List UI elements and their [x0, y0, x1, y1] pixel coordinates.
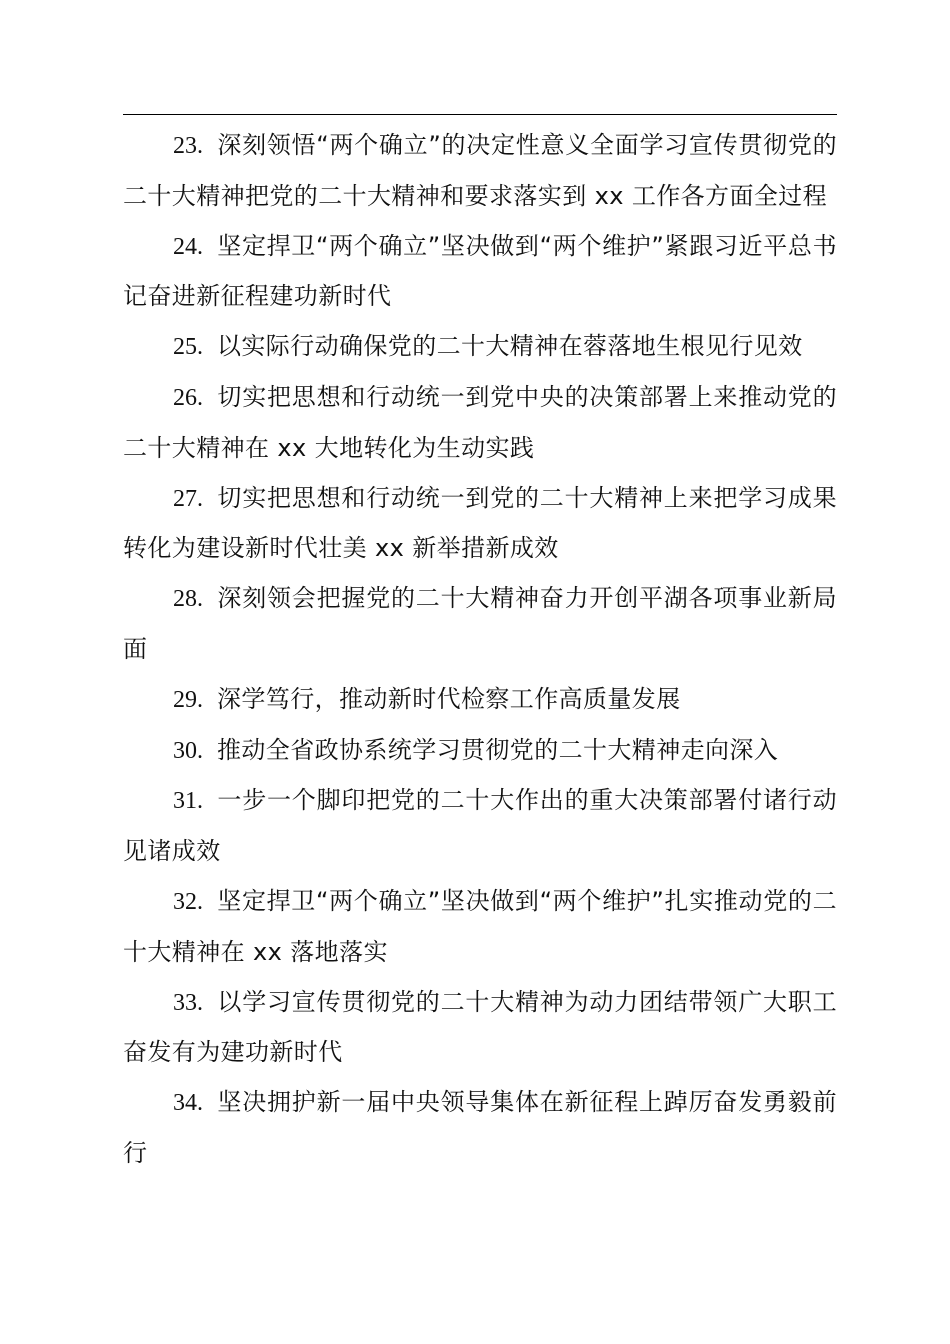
item-text: 坚决拥护新一届中央领导集体在新征程上踔厉奋发勇毅前行 — [123, 1088, 837, 1167]
list-item — [123, 675, 837, 726]
list-item — [123, 1078, 837, 1179]
item-text: 深刻领悟“两个确立”的决定性意义全面学习宣传贯彻党的二十大精神把党的二十大精神和要求落实到 xx 工作各方面全过程 — [123, 131, 837, 210]
item-number: 25. — [173, 334, 203, 361]
item-number: 32. — [173, 888, 203, 915]
item-text: 坚定捍卫“两个确立”坚决做到“两个维护”紧跟习近平总书记奋进新征程建功新时代 — [123, 231, 837, 311]
list-item — [123, 373, 837, 474]
list-item — [123, 877, 837, 978]
list-item — [123, 574, 837, 675]
item-number: 27. — [173, 485, 203, 512]
numbered-list — [123, 121, 837, 1179]
item-number: 31. — [173, 788, 203, 815]
item-text: 深刻领会把握党的二十大精神奋力开创平湖各项事业新局面 — [123, 584, 837, 663]
item-text: 推动全省政协系统学习贯彻党的二十大精神走向深入 — [217, 735, 779, 764]
item-number: 26. — [173, 384, 203, 411]
item-number: 28. — [173, 586, 203, 613]
item-text: 深学笃行，推动新时代检察工作高质量发展 — [217, 684, 681, 713]
item-text: 以学习宣传贯彻党的二十大精神为动力团结带领广大职工奋发有为建功新时代 — [123, 987, 837, 1067]
item-number: 24. — [173, 233, 203, 260]
list-item — [123, 474, 837, 575]
list-item — [123, 322, 837, 373]
list-item — [123, 726, 837, 777]
item-text: 切实把思想和行动统一到党的二十大精神上来把学习成果转化为建设新时代壮美 xx 新举措新成效 — [123, 483, 837, 563]
item-text: 一步一个脚印把党的二十大作出的重大决策部署付诸行动见诸成效 — [123, 786, 837, 866]
item-number: 30. — [173, 737, 203, 764]
item-number: 23. — [173, 133, 203, 159]
item-text: 以实际行动确保党的二十大精神在蓉落地生根见行见效 — [217, 332, 803, 361]
list-item — [123, 978, 837, 1079]
item-text: 坚定捍卫“两个确立”坚决做到“两个维护”扎实推动党的二十大精神在 xx 落地落实 — [123, 886, 837, 966]
item-number: 33. — [173, 989, 203, 1016]
list-item — [123, 776, 837, 877]
header-rule — [123, 114, 837, 115]
item-text: 切实把思想和行动统一到党中央的决策部署上来推动党的二十大精神在 xx 大地转化为生动实践 — [123, 382, 837, 462]
list-item — [123, 222, 837, 323]
list-item — [123, 121, 837, 222]
item-number: 29. — [173, 686, 203, 713]
item-number: 34. — [173, 1090, 203, 1117]
